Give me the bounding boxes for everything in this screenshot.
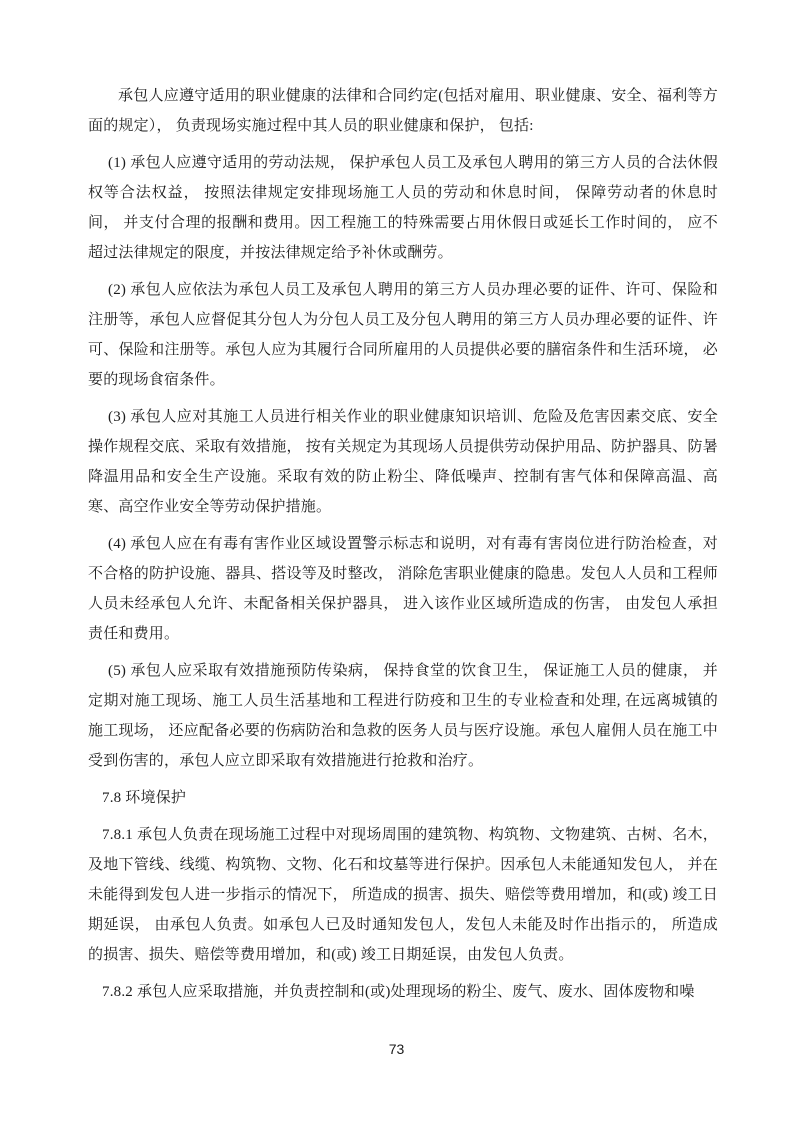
- section-heading-7-8: 7.8 环境保护: [102, 790, 187, 806]
- paragraph-item-1: (1) 承包人应遵守适用的劳动法规， 保护承包人员工及承包人聘用的第三方人员的合法休假权等合法权益， 按照法律规定安排现场施工人员的劳动和休息时间， 保障劳动者的休息时间， 并支付合理的报酬和费用。因工程施工的特殊需要占用休假日或延长工作时间的， 应不超过法律规定的限度，并按法律规定给予补休或酬劳。: [88, 155, 718, 261]
- paragraph-item-5: (5) 承包人应采取有效措施预防传染病， 保持食堂的饮食卫生， 保证施工人员的健康， 并定期对施工现场、施工人员生活基地和工程进行防疫和卫生的专业检查和处理, 在远离城镇的施工现场， 还应配备必要的伤病防治和急救的医务人员与医疗设施。承包人雇佣人员在施工中受到伤害的，承包人应立即采取有效措施进行抢救和治疗。: [88, 663, 718, 769]
- document-body: [88, 81, 718, 1014]
- clause-7-8-1: 7.8.1 承包人负责在现场施工过程中对现场周围的建筑物、构筑物、文物建筑、古树、名木，及地下管线、线缆、构筑物、文物、化石和坟墓等进行保护。因承包人未能通知发包人， 并在未能得到发包人进一步指示的情况下， 所造成的损害、损失、赔偿等费用增加，和(或) 竣工日期延误， 由承包人负责。如承包人已及时通知发包人，发包人未能及时作出指示的， 所造成的损害、损失、赔偿等费用增加，和(或) 竣工日期延误，由发包人负责。: [88, 827, 718, 963]
- paragraph-intro: 承包人应遵守适用的职业健康的法律和合同约定(包括对雇用、职业健康、安全、福利等方面的规定）， 负责现场实施过程中其人员的职业健康和保护， 包括:: [88, 88, 718, 134]
- page-number: 73: [388, 1041, 405, 1057]
- paragraph-item-2: (2) 承包人应依法为承包人员工及承包人聘用的第三方人员办理必要的证件、许可、保险和注册等，承包人应督促其分包人为分包人员工及分包人聘用的第三方人员办理必要的证件、许可、保险和注册等。承包人应为其履行合同所雇用的人员提供必要的膳宿条件和生活环境， 必要的现场食宿条件。: [88, 282, 718, 388]
- paragraph-item-3: (3) 承包人应对其施工人员进行相关作业的职业健康知识培训、危险及危害因素交底、安全操作规程交底、采取有效措施， 按有关规定为其现场人员提供劳动保护用品、防护器具、防暑降温用品和安全生产设施。采取有效的防止粉尘、降低噪声、控制有害气体和保障高温、高寒、高空作业安全等劳动保护措施。: [88, 409, 718, 515]
- paragraph-item-4: (4) 承包人应在有毒有害作业区域设置警示标志和说明，对有毒有害岗位进行防治检查，对不合格的防护设施、器具、搭设等及时整改， 消除危害职业健康的隐患。发包人人员和工程师人员未经承包人允许、未配备相关保护器具， 进入该作业区域所造成的伤害， 由发包人承担责任和费用。: [88, 536, 718, 642]
- clause-7-8-2: 7.8.2 承包人应采取措施，并负责控制和(或)处理现场的粉尘、废气、废水、固体废物和噪: [102, 984, 695, 1000]
